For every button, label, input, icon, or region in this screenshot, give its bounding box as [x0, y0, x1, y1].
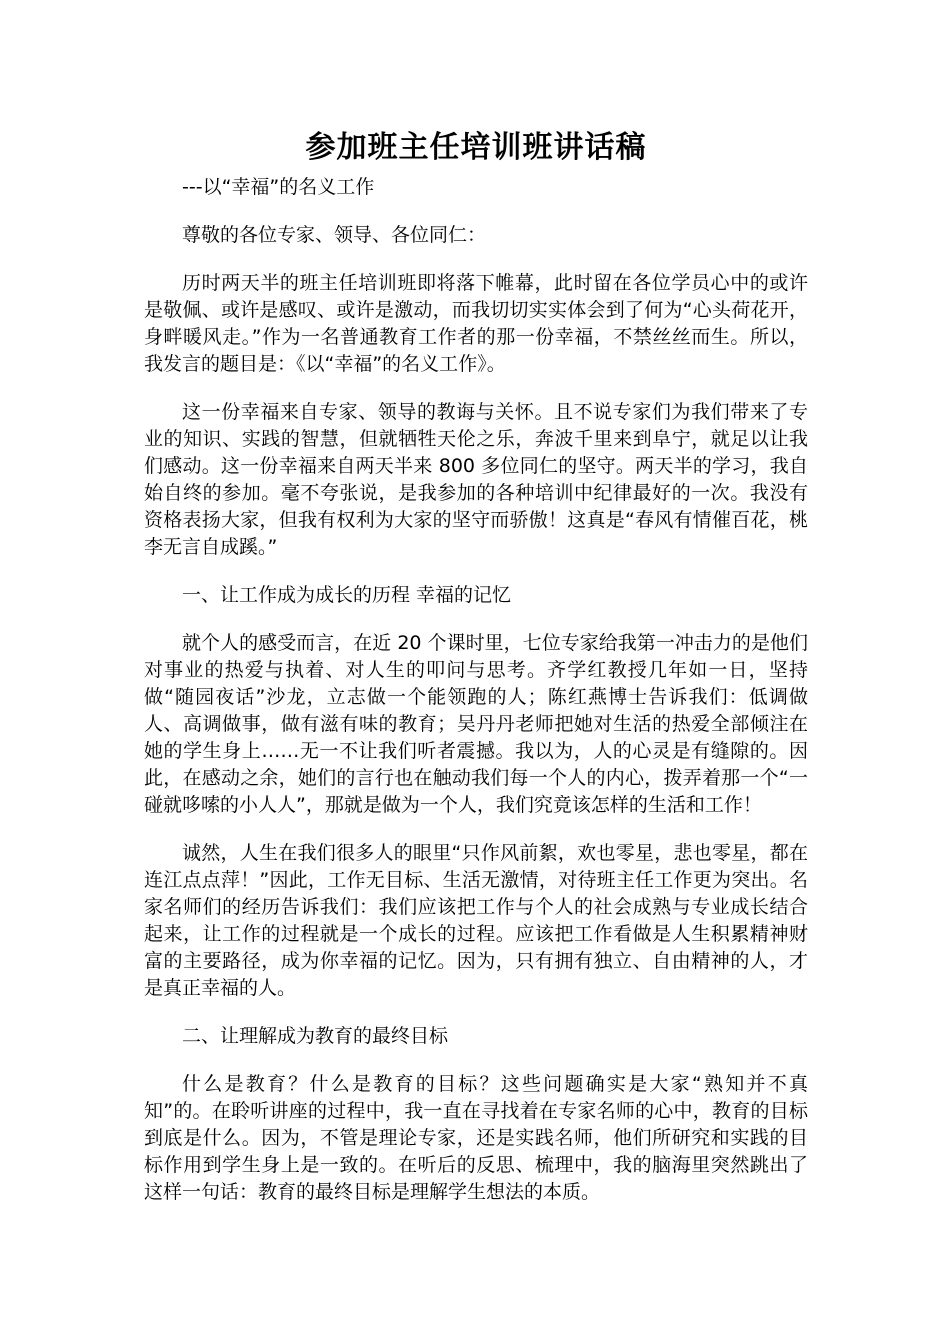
section-2-heading: 二、让理解成为教育的最终目标 [182, 1025, 449, 1047]
paragraph-intro-2: 这一份幸福来自专家、领导的教诲与关怀。且不说专家们为我们带来了专业的知识、实践的智慧，但就牺牲天伦之乐，奔波千里来到阜宁，就足以让我们感动。这一份幸福来自两天半来 800 多位同仁的坚守。两天半的学习，我自始自终的参加。毫不夸张说，是我参加的各种培训中纪律最好的一次。我没有资格表扬大家，但我有权利为大家的坚守而骄傲！这真是“春风有情催百花，桃李无言自成蹊。” [144, 401, 808, 558]
document-page [144, 128, 808, 1206]
paragraph-intro-1: 历时两天半的班主任培训班即将落下帷幕，此时留在各位学员心中的或许是敬佩、或许是感叹、或许是激动，而我切切实实体会到了何为“心头荷花开，身畔暖风走。”作为一名普通教育工作者的那一份幸福，不禁丝丝而生。所以，我发言的题目是：《以“幸福”的名义工作》。 [144, 272, 808, 375]
section-1-heading: 一、让工作成为成长的历程 幸福的记忆 [182, 584, 512, 606]
greeting: 尊敬的各位专家、领导、各位同仁： [182, 224, 487, 246]
section-1-paragraph-1: 就个人的感受而言，在近 20 个课时里，七位专家给我第一冲击力的是他们对事业的热爱与执着、对人生的叩问与思考。齐学红教授几年如一日，坚持做“随园夜话”沙龙，立志做一个能领跑的人；陈红燕博士告诉我们：低调做人、高调做事，做有滋有味的教育；吴丹丹老师把她对生活的热爱全部倾注在她的学生身上……无一不让我们听者震撼。我以为，人的心灵是有缝隙的。因此，在感动之余，她们的言行也在触动我们每一个人的内心，拨弄着那一个“一碰就哆嗦的小人人”，那就是做为一个人，我们究竟该怎样的生活和工作！ [144, 632, 808, 816]
section-2-paragraph-1: 什么是教育？什么是教育的目标？这些问题确实是大家“熟知并不真知”的。在聆听讲座的过程中，我一直在寻找着在专家名师的心中，教育的目标到底是什么。因为，不管是理论专家，还是实践名师，他们所研究和实践的目标作用到学生身上是一致的。在听后的反思、梳理中，我的脑海里突然跳出了这样一句话：教育的最终目标是理解学生想法的本质。 [144, 1073, 808, 1203]
subtitle: ---以“幸福”的名义工作 [182, 176, 375, 198]
page-title: 参加班主任培训班讲话稿 [305, 130, 647, 165]
section-1-paragraph-2: 诚然，人生在我们很多人的眼里“只作风前絮，欢也零星，悲也零星，都在连江点点萍！”因此，工作无目标、生活无激情，对待班主任工作更为突出。名家名师们的经历告诉我们：我们应该把工作与个人的社会成熟与专业成长结合起来，让工作的过程就是一个成长的过程。应该把工作看做是人生积累精神财富的主要路径，成为你幸福的记忆。因为，只有拥有独立、自由精神的人，才是真正幸福的人。 [144, 842, 808, 999]
